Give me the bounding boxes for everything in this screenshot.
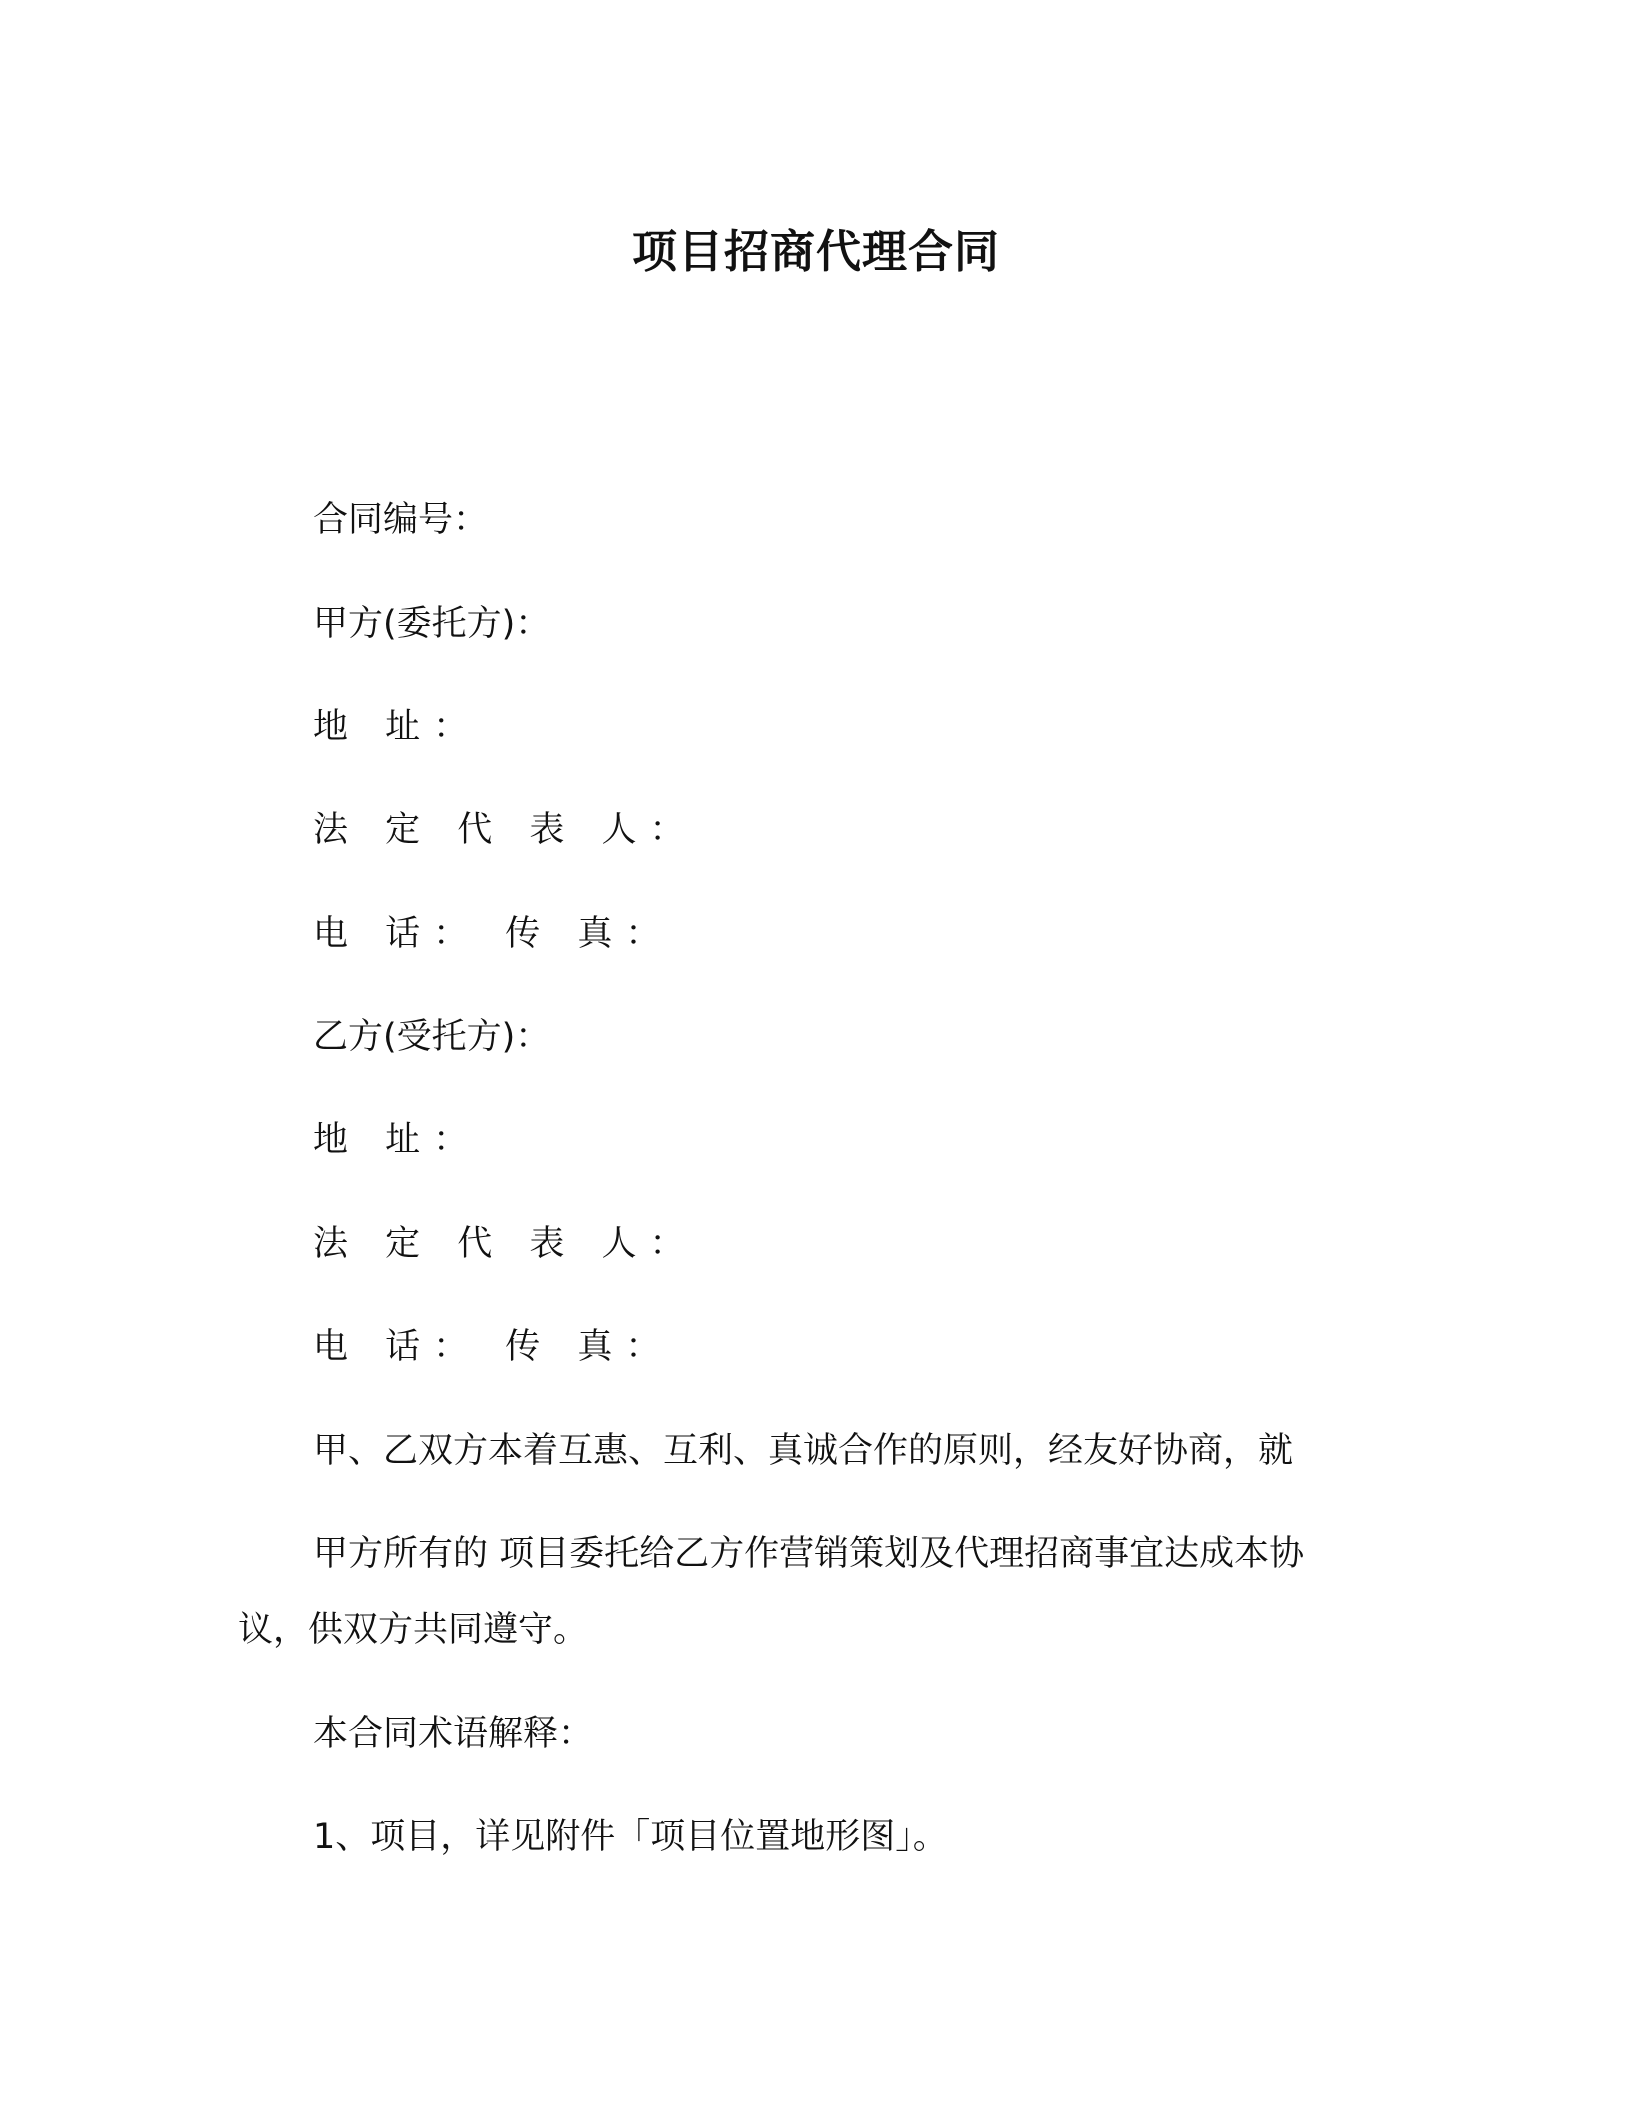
terms-heading: 本合同术语解释：	[313, 1714, 594, 1754]
party-a-legal-representative-label: 法 定 代 表 人：	[313, 810, 698, 850]
body-paragraph-1: 甲、乙双方本着互惠、互利、真诚合作的原则，经友好协商，就	[313, 1431, 1294, 1471]
body-paragraph-2-line-1: 甲方所有的 项目委托给乙方作营销策划及代理招商事宜达成本协	[313, 1534, 1305, 1574]
contract-number-label: 合同编号：	[313, 500, 489, 540]
party-a-label: 甲方(委托方)：	[313, 604, 551, 644]
body-paragraph-2-line-2: 议，供双方共同遵守。	[238, 1610, 589, 1650]
party-b-address-label: 地 址：	[313, 1120, 482, 1160]
party-b-legal-representative-label: 法 定 代 表 人：	[313, 1224, 698, 1264]
party-b-label: 乙方(受托方)：	[313, 1017, 551, 1057]
document-title: 项目招商代理合同	[631, 225, 1000, 278]
party-a-phone-fax-label: 电 话： 传 真：	[313, 914, 674, 954]
party-a-address-label: 地 址：	[313, 707, 482, 747]
term-item-1: 1、项目，详见附件「项目位置地形图」。	[313, 1817, 948, 1857]
party-b-phone-fax-label: 电 话： 传 真：	[313, 1327, 674, 1367]
